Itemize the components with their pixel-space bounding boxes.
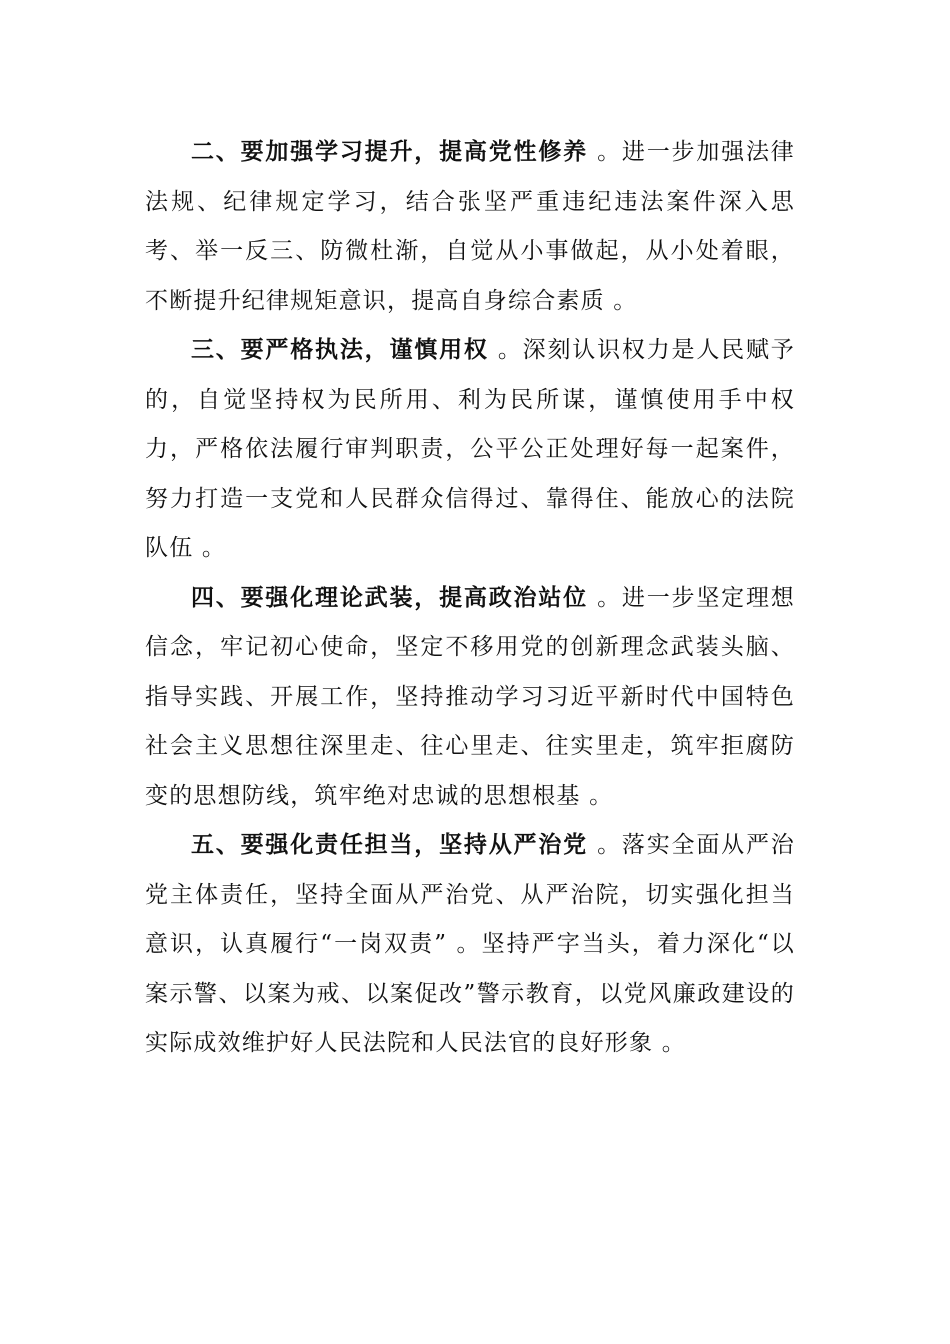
paragraph-text: 。进一步坚定理想信念，牢记初心使命，坚定不移用党的创新理念武装头脑、指导实践、开展工作，坚持推动学习习近平新时代中国特色社会主义思想往深里走、往心里走、往实里走，筑牢拒腐防变的思想防线，筑牢绝对忠诚的思想根基 。 (145, 584, 795, 809)
paragraph-text: 。落实全面从严治党主体责任，坚持全面从严治党、从严治院，切实强化担当意识，认真履行“一岗双责” 。坚持严字当头，着力深化“以案示警、以案为戒、以案促改”警示教育，以党风廉政建设的实际成效维护好人民法院和人民法官的良好形象 。 (145, 832, 795, 1056)
document-body (145, 128, 795, 1069)
paragraph-heading: 三、要严格执法，谨慎用权 (191, 337, 489, 363)
paragraph-heading: 五、要强化责任担当，坚持从严治党 (191, 832, 588, 858)
paragraph-heading: 二、要加强学习提升，提高党性修养 (191, 139, 588, 165)
paragraph-heading: 四、要强化理论武装，提高政治站位 (191, 584, 588, 611)
paragraph-2 (145, 128, 795, 326)
paragraph-text: 。进一步加强法律法规、纪律规定学习，结合张坚严重违纪违法案件深入思考、举一反三、防微杜渐，自觉从小事做起，从小处着眼，不断提升纪律规矩意识，提高自身综合素质 。 (145, 139, 795, 314)
paragraph-text: 。深刻认识权力是人民赋予的，自觉坚持权为民所用、利为民所谋，谨慎使用手中权力，严格依法履行审判职责，公平公正处理好每一起案件，努力打造一支党和人民群众信得过、靠得住、能放心的法院队伍 。 (145, 337, 795, 561)
paragraph-5 (145, 821, 795, 1069)
paragraph-4 (145, 574, 795, 822)
paragraph-3 (145, 326, 795, 574)
